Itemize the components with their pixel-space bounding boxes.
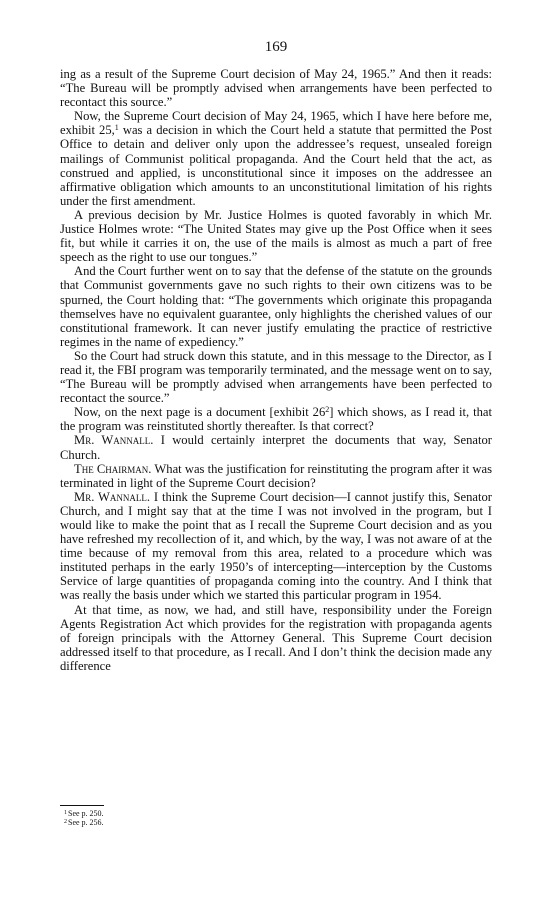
paragraph-text: And the Court further went on to say that the defense of the statute on the grounds that Communist governments gave no such rights to their own citizens was to be spurned, the Court holding that: “The governments which originate this propaganda themselves have no equivalent guarantee, only highlights the cherished values of our constitutional framework. It can never justify emulating the practice of restrictive regimes in the name of expediency.”: [60, 264, 492, 349]
footnote-text: See p. 256.: [68, 818, 104, 827]
footnotes: [60, 809, 260, 827]
paragraph-text: Now, on the next page is a document [exhibit 26: [74, 405, 326, 420]
paragraph-text: ] which shows, as I read it, that the program was reinstituted shortly thereafter. Is that correct?: [60, 405, 492, 434]
paragraph-text: ing as a result of the Supreme Court decision of May 24, 1965.” And then it reads: “The Bureau will be promptly advised when arrangements have been perfected to recontact this source.”: [60, 67, 492, 110]
speaker-name: Mr. Wannall.: [74, 489, 151, 504]
footnote: [60, 809, 260, 818]
body-text: [60, 67, 492, 673]
paragraph-text: What was the justification for reinstituting the program after it was terminated in light of the Supreme Court decision?: [60, 461, 492, 490]
paragraph-text: Now, the Supreme Court decision of May 24, 1965, which I have here before me, exhibit 25,: [60, 109, 492, 138]
footnote-reference: 1: [114, 123, 119, 133]
footnote-reference: 2: [325, 405, 330, 415]
speaker-name: Mr. Wannall.: [74, 433, 154, 448]
paragraph: [60, 264, 492, 349]
paragraph: [60, 349, 492, 405]
paragraph-text: I would certainly interpret the documents that way, Senator Church.: [60, 433, 492, 462]
footnote-text: See p. 250.: [68, 809, 104, 818]
paragraph: [60, 433, 492, 461]
paragraph-text: A previous decision by Mr. Justice Holmes is quoted favorably in which Mr. Justice Holmes wrote: “The United States may give up the Post Office when it sees fit, but while it carries it on, the use of the mails is almost as much a part of free speech as the right to use our tongues.”: [60, 207, 492, 265]
footnote: [60, 818, 260, 827]
footnote-divider: [60, 805, 104, 806]
paragraph: [60, 405, 492, 433]
paragraph: [60, 603, 492, 673]
footnote-mark: 2: [64, 819, 67, 825]
paragraph: [60, 462, 492, 490]
paragraph-text: I think the Supreme Court decision—I cannot justify this, Senator Church, and I might say that at the time I was not involved in the program, but I would like to make the point that as I recall the Supreme Court decision and as you have refreshed my recollection of it, and which, by the way, I was not aware of at the time because of my removal from this area, related to a procedure which was instituted perhaps in the early 1950’s of intercepting—interception by the Customs Service of large quantities of propaganda coming into the country. And I think that was really the basis under which we started this particular program in 1954.: [60, 489, 492, 603]
paragraph: [60, 490, 492, 603]
paragraph: [60, 208, 492, 264]
paragraph: [60, 109, 492, 208]
paragraph-text: At that time, as now, we had, and still have, responsibility under the Foreign Agents Registration Act which provides for the registration with propaganda agents of foreign principals with the Attorney General. This Supreme Court decision addressed itself to that procedure, as I recall. And I don’t think the decision made any difference: [60, 602, 492, 673]
speaker-name: The Chairman.: [74, 461, 152, 476]
paragraph-text: So the Court had struck down this statute, and in this message to the Director, as I read it, the FBI program was temporarily terminated, and the message went on to say, “The Bureau will be promptly advised when arrangements have been perfected to recontact the source.”: [60, 348, 492, 406]
paragraph: [60, 67, 492, 109]
page-number: 169: [264, 39, 288, 55]
paragraph-text: was a decision in which the Court held a statute that permitted the Post Office to detain and deliver only upon the addressee’s request, unsealed foreign mailings of Communist political propaganda. And the Court held that the act, as construed and applied, is unconstitutional since it imposes on the addressee an affirmative obligation which amounts to an unconstitutional limitation of his rights under the first amendment.: [60, 123, 492, 208]
footnote-mark: 1: [64, 810, 67, 816]
